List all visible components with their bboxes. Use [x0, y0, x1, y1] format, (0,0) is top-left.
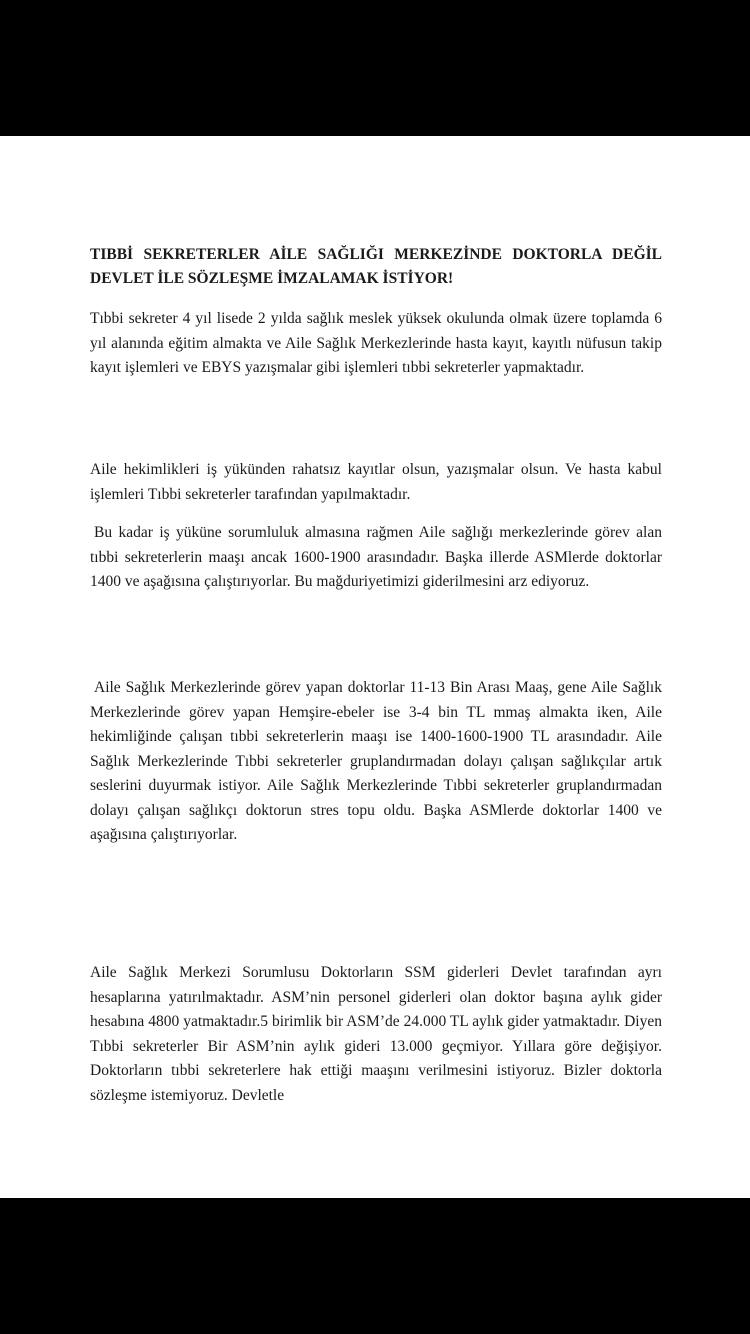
document-page — [0, 136, 750, 1198]
paragraph-5: Aile Sağlık Merkezi Sorumlusu Doktorların SSM giderleri Devlet tarafından ayrı hesaplarına yatırılmaktadır. ASM’nin personel giderleri olan doktor başına aylık gider hesabına 4800 yatmaktadır.5 birimlik bir ASM’de 24.000 TL aylık gider yatmaktadır. Diyen Tıbbi sekreterler Bir ASM’nin aylık gideri 13.000 geçmiyor. Yıllara göre değişiyor. Doktorların tıbbi sekreterlere hak ettiği maaşını verilmesini istiyoruz. Bizler doktorla sözleşme istemiyoruz. Devletle — [90, 964, 662, 1104]
paragraph-1: Tıbbi sekreter 4 yıl lisede 2 yılda sağlık meslek yüksek okulunda olmak üzere toplamda 6 yıl alanında eğitim almakta ve Aile Sağlık Merkezlerinde hasta kayıt, kayıtlı nüfusun takip kayıt işlemleri ve EBYS yazışmalar gibi işlemleri tıbbi sekreterler yapmaktadır. — [90, 310, 662, 376]
top-black-bar — [0, 0, 750, 136]
document-title: TIBBİ SEKRETERLER AİLE SAĞLIĞI MERKEZİNDE DOKTORLA DEĞİL DEVLET İLE SÖZLEŞME İMZALAMAK İSTİYOR! — [90, 246, 662, 287]
paragraph-3: Bu kadar iş yüküne sorumluluk almasına rağmen Aile sağlığı merkezlerinde görev alan tıbbi sekreterlerin maaşı ancak 1600-1900 arasındadır. Başka illerde ASMlerde doktorlar 1400 ve aşağısına çalıştırıyorlar. Bu mağduriyetimizi giderilmesini arz ediyoruz. — [90, 524, 662, 590]
bottom-black-bar — [0, 1198, 750, 1334]
paragraph-4: Aile Sağlık Merkezlerinde görev yapan doktorlar 11-13 Bin Arası Maaş, gene Aile Sağlık Merkezlerinde görev yapan Hemşire-ebeler ise 3-4 bin TL mmaş almakta iken, Aile hekimliğinde çalışan tıbbi sekreterlerin maaşı ise 1400-1600-1900 TL arasındadır. Aile Sağlık Merkezlerinde Tıbbi sekreterler gruplandırmadan dolayı çalışan sağlıkçılar artık seslerini duyurmak istiyor. Aile Sağlık Merkezlerinde Tıbbi sekreterler gruplandırmadan dolayı çalışan sağlıkçı doktorun stres topu oldu. Başka ASMlerde doktorlar 1400 ve aşağısına çalıştırıyorlar. — [90, 679, 662, 843]
paragraph-2: Aile hekimlikleri iş yükünden rahatsız kayıtlar olsun, yazışmalar olsun. Ve hasta kabul işlemleri Tıbbi sekreterler tarafından yapılmaktadır. — [90, 461, 662, 503]
